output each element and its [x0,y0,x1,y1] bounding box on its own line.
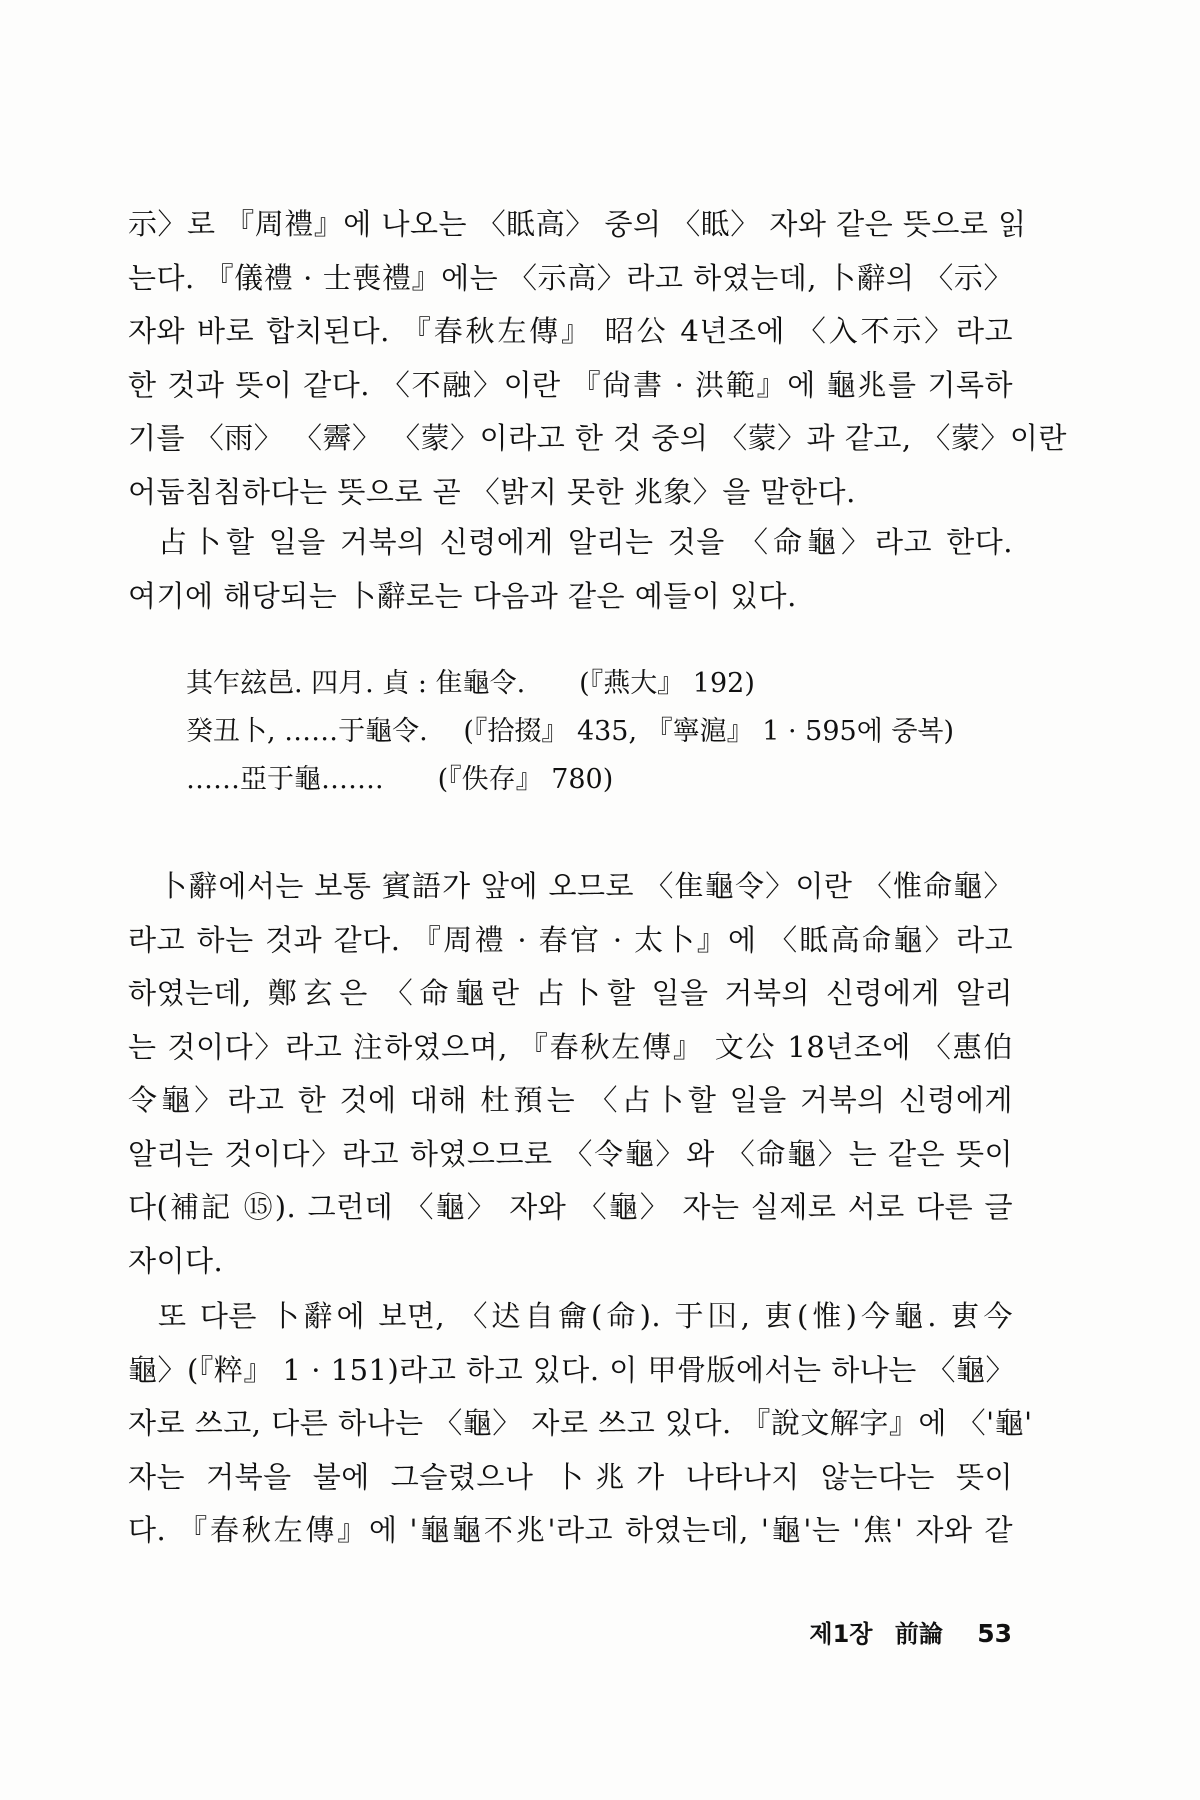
text-line: 는다. 『儀禮 · 士喪禮』에는 〈示高〉라고 하였는데, 卜辭의 〈示〉 [128,260,1013,295]
text-line: 자와 바로 합치된다. 『春秋左傳』 昭公 4년조에 〈入不示〉라고 [128,314,1013,348]
text-line: 알리는 것이다〉라고 하였으므로 〈令龜〉와 〈命龜〉는 같은 뜻이 [128,1136,1013,1171]
text-line: 자는 거북을 불에 그슬렸으나 卜兆가 나타나지 않는다는 뜻이 [128,1459,1013,1494]
quotation-line: ……亞于龜……. (『佚存』 780) [186,764,614,795]
text-line: 기를 〈雨〉 〈霽〉 〈蒙〉이라고 한 것 중의 〈蒙〉과 같고, 〈蒙〉이란 [128,421,1067,455]
text-line: 示〉로 『周禮』에 나오는 〈眡高〉 중의 〈眡〉 자와 같은 뜻으로 읽 [128,207,1027,241]
quotation-line: 其乍玆邑. 四月. 貞 : 隹龜令. (『燕大』 192) [186,668,755,699]
paragraph-3 [128,860,1013,1288]
text-line: 여기에 해당되는 卜辭로는 다음과 같은 예들이 있다. [128,578,797,613]
quotation-line: 癸丑卜, ……于龜令. (『拾掇』 435, 『寧滬』 1 · 595에 중복) [186,716,955,747]
text-line: 어둡침침하다는 뜻으로 곧 〈밝지 못한 兆象〉을 말한다. [128,474,856,509]
paragraph-4 [128,1290,1033,1558]
paragraph-1 [128,198,1067,519]
text-line: 다(補記 ⑮). 그런데 〈龜〉 자와 〈龜〉 자는 실제로 서로 다른 글 [128,1190,1013,1224]
text-line: 占卜할 일을 거북의 신령에게 알리는 것을 〈命龜〉라고 한다. [158,525,1013,559]
oracle-bone-quotations [186,660,954,804]
text-line: 다. 『春秋左傳』에 '龜龜不兆'라고 하였는데, '龜'는 '焦' 자와 같 [128,1513,1013,1547]
page-footer [795,1614,1012,1649]
text-line: 는 것이다〉라고 注하였으며, 『春秋左傳』 文公 18년조에 〈惠伯 [128,1029,1013,1064]
text-line: 하였는데, 鄭玄은 〈命龜란 占卜할 일을 거북의 신령에게 알리 [128,976,1013,1010]
text-line: 또 다른 卜辭에 보면, 〈迖自龠(命). 于𡆥, 叀(惟)今龜. 叀今 [158,1299,1013,1333]
text-line: 자로 쓰고, 다른 하나는 〈龜〉 자로 쓰고 있다. 『說文解字』에 〈'龜' [128,1406,1033,1440]
page-number: 53 [977,1619,1012,1648]
text-line: 라고 하는 것과 같다. 『周禮 · 春官 · 太卜』에 〈眡高命龜〉라고 [128,922,1013,957]
text-line: 자이다. [128,1243,224,1278]
section-title: 前論 [894,1620,943,1648]
text-line: 卜辭에서는 보통 賓語가 앞에 오므로 〈隹龜令〉이란 〈惟命龜〉 [158,869,1013,903]
chapter-label: 제1장 [809,1620,873,1648]
text-line: 한 것과 뜻이 같다. 〈不融〉이란 『尙書 · 洪範』에 龜兆를 기록하 [128,367,1013,402]
text-line: 令龜〉라고 한 것에 대해 杜預는 〈占卜할 일을 거북의 신령에게 [128,1083,1013,1117]
text-line: 龜〉(『粹』 1 · 151)라고 하고 있다. 이 甲骨版에서는 하나는 〈龜〉 [128,1352,1016,1387]
paragraph-2 [128,516,1013,623]
